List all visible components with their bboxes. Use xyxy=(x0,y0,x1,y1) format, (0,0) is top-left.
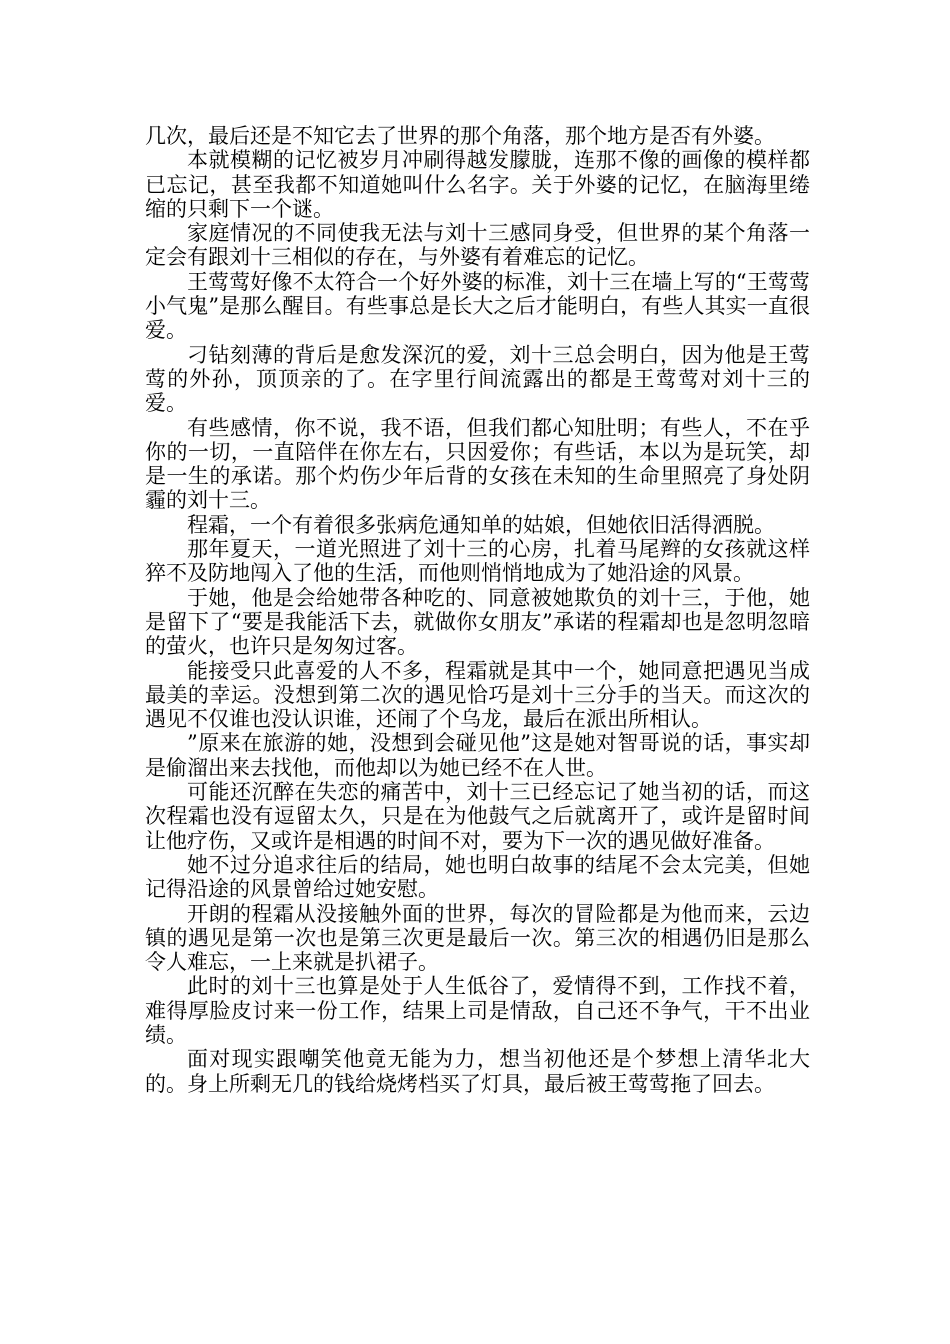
paragraph: 有些感情，你不说，我不语，但我们都心知肚明；有些人，不在乎你的一切，一直陪伴在你左右，只因爱你；有些话，本以为是玩笑，却是一生的承诺。那个灼伤少年后背的女孩在未知的生命里照亮了身处阴霾的刘十三。 xyxy=(145,415,810,513)
paragraph: 王莺莺好像不太符合一个好外婆的标准，刘十三在墙上写的“王莺莺小气鬼”是那么醒目。有些事总是长大之后才能明白，有些人其实一直很爱。 xyxy=(145,269,810,343)
document-body xyxy=(145,124,810,1096)
paragraph: 可能还沉醉在失恋的痛苦中，刘十三已经忘记了她当初的话，而这次程霜也没有逗留太久，只是在为他鼓气之后就离开了，或许是留时间让他疗伤，又或许是相遇的时间不对，要为下一次的遇见做好准备。 xyxy=(145,780,810,853)
paragraph: 几次，最后还是不知它去了世界的那个角落，那个地方是否有外婆。 xyxy=(145,124,775,148)
paragraph: 此时的刘十三也算是处于人生低谷了，爱情得不到，工作找不着，难得厚脸皮讨来一份工作，结果上司是情敌，自己还不争气，干不出业绩。 xyxy=(145,974,810,1047)
paragraph: 刁钻刻薄的背后是愈发深沉的爱，刘十三总会明白，因为他是王莺莺的外孙，顶顶亲的了。在字里行间流露出的都是王莺莺对刘十三的爱。 xyxy=(145,342,810,416)
paragraph: ”原来在旅游的她，没想到会碰见他”这是她对智哥说的话，事实却是偷溜出来去找他，而他却以为她已经不在人世。 xyxy=(145,731,810,780)
paragraph: 开朗的程霜从没接触外面的世界，每次的冒险都是为他而来，云边镇的遇见是第一次也是第三次更是最后一次。第三次的相遇仍旧是那么令人难忘，一上来就是扒裙子。 xyxy=(145,901,810,975)
paragraph: 她不过分追求往后的结局，她也明白故事的结尾不会太完美，但她记得沿途的风景曾给过她安慰。 xyxy=(145,852,810,902)
paragraph: 程霜，一个有着很多张病危通知单的姑娘，但她依旧活得洒脱。 xyxy=(187,512,775,537)
paragraph: 能接受只此喜爱的人不多，程霜就是其中一个，她同意把遇见当成最美的幸运。没想到第二次的遇见恰巧是刘十三分手的当天。而这次的遇见不仅谁也没认识谁，还闹了个乌龙，最后在派出所相认。 xyxy=(145,658,810,732)
paragraph: 家庭情况的不同使我无法与刘十三感同身受，但世界的某个角落一定会有跟刘十三相似的存在，与外婆有着难忘的记忆。 xyxy=(145,221,810,270)
paragraph: 面对现实跟嘲笑他竟无能为力，想当初他还是个梦想上清华北大的。身上所剩无几的钱给烧烤档买了灯具，最后被王莺莺拖了回去。 xyxy=(145,1047,810,1096)
paragraph: 那年夏天，一道光照进了刘十三的心房，扎着马尾辫的女孩就这样猝不及防地闯入了他的生活，而他则悄悄地成为了她沿途的风景。 xyxy=(145,537,810,586)
paragraph: 于她，他是会给她带各种吃的、同意被她欺负的刘十三，于他，她是留下了“要是我能活下去，就做你女朋友”承诺的程霜却也是忽明忽暗的萤火，也许只是匆匆过客。 xyxy=(145,585,810,659)
paragraph: 本就模糊的记忆被岁月冲刷得越发朦胧，连那不像的画像的模样都已忘记，甚至我都不知道她叫什么名字。关于外婆的记忆，在脑海里绻缩的只剩下一个谜。 xyxy=(145,148,810,221)
